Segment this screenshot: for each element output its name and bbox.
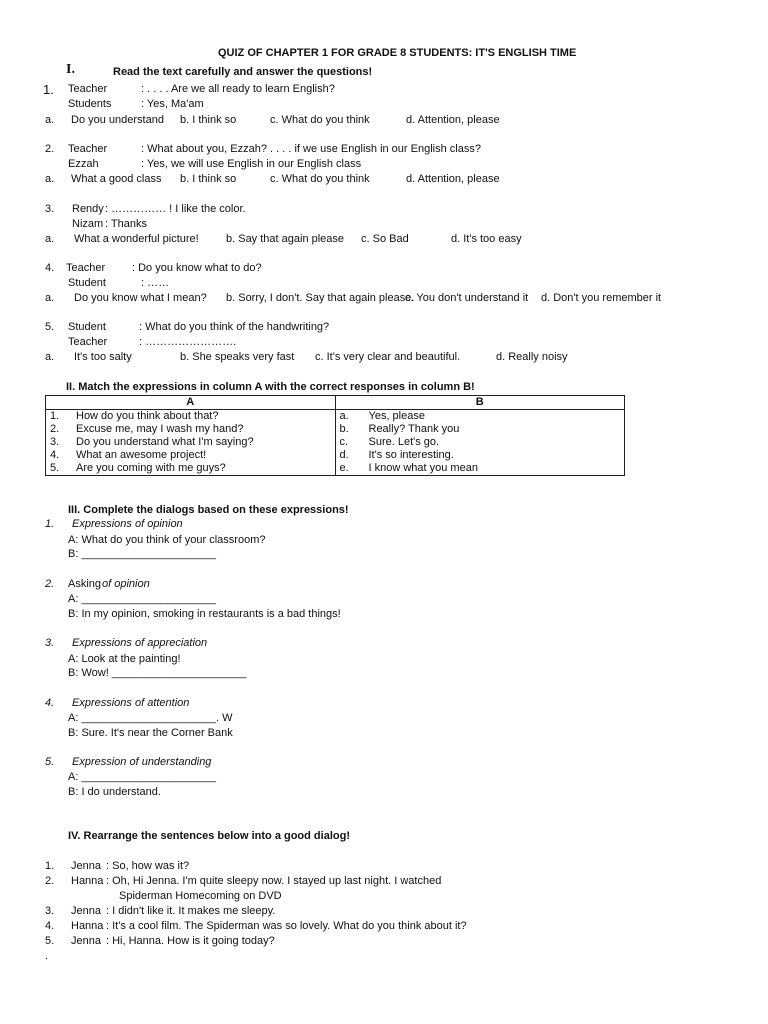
section-3-heading: III. Complete the dialogs based on these expressions! [68,504,349,516]
section-4-heading: IV. Rearrange the sentences below into a good dialog! [68,830,350,842]
section-2-heading: II. Match the expressions in column A with the correct responses in column B! [66,381,475,393]
option-c: c. What do you think [270,173,370,185]
item-number: 4. [45,697,55,709]
dialog-line: : What about you, Ezzah? . . . . if we use English in our English class? [141,143,481,155]
speaker: Teacher [68,83,108,95]
section-1-heading: Read the text carefully and answer the questions! [113,66,373,78]
speaker: Student [68,277,106,289]
speaker: Jenna [71,860,101,872]
list-item [50,423,331,436]
speaker: Teacher [66,262,106,274]
item-number: 5. [45,935,55,947]
dialog-line: : . . . . Are we all ready to learn English? [141,83,335,95]
dialog-line-b: B: Sure. It's near the Corner Bank [68,727,233,739]
option-c: c. It's very clear and beautiful. [315,351,461,363]
item-number: 1. [50,410,60,422]
item-text: Are you coming with me guys? [76,462,226,474]
option-a: Do you understand [71,114,164,126]
dialog-line-a: A: ______________________ [68,593,217,605]
option-letter: a. [45,351,55,363]
sentence: : Oh, Hi Jenna. I'm quite sleepy now. I stayed up last night. I watched [106,875,442,887]
column-b [335,410,625,476]
option-b: b. I think so [180,114,237,126]
expression-label: Expressions of appreciation [72,637,208,649]
item-number: 3. [45,905,55,917]
expression-label: of opinion [102,578,150,590]
dialog-line: : Yes, we will use English in our English class [141,158,362,170]
sentence: : So, how was it? [106,860,190,872]
option-b: b. Sorry, I don't. Say that again please. [226,292,415,304]
item-letter: d. [339,449,349,461]
list-item [340,423,621,436]
option-b: b. Say that again please [226,233,345,245]
option-d: d. Don't you remember it [541,292,662,304]
item-number: 3. [45,637,55,649]
item-text: Yes, please [368,410,425,422]
dialog-line-a: A: ______________________. W [68,712,233,724]
option-a: What a good class [71,173,162,185]
option-b: b. She speaks very fast [180,351,295,363]
item-text: How do you think about that? [76,410,219,422]
list-item [50,436,331,449]
item-text: Really? Thank you [368,423,460,435]
expression-label-prefix: Asking [68,578,102,590]
option-d: d. It's too easy [451,233,522,245]
speaker: Students [68,98,112,110]
item-letter: c. [339,436,349,448]
speaker: Jenna [71,905,101,917]
dialog-line: : Thanks [105,218,147,230]
column-a [46,410,336,476]
section-1-numeral: I. [66,62,75,77]
column-b-header: B [335,396,625,410]
item-letter: b. [339,423,349,435]
dialog-line: : Do you know what to do? [132,262,262,274]
option-d: d. Attention, please [406,173,500,185]
expression-label: Expressions of attention [72,697,190,709]
expression-label: Expressions of opinion [72,518,183,530]
sentence-continuation: Spiderman Homecoming on DVD [119,890,282,902]
item-number: 1. [45,860,55,872]
item-number: 5. [50,462,60,474]
dialog-line-a: A: ______________________ [68,771,217,783]
option-c: c. So Bad [361,233,409,245]
question-number: 4. [45,262,55,274]
list-item [50,449,331,462]
speaker: Teacher [68,336,108,348]
option-letter: a. [45,292,55,304]
dialog-line: : ……………………. [139,336,237,348]
item-letter: a. [339,410,349,422]
option-letter: a. [45,114,55,126]
dialog-line-b: B: In my opinion, smoking in restaurants is a bad things! [68,608,341,620]
dialog-line-b: B: Wow! ______________________ [68,667,247,679]
option-c: c. What do you think [270,114,370,126]
list-item [340,449,621,462]
speaker: Nizam [72,218,104,230]
list-item [340,410,621,423]
option-a: It's too salty [74,351,132,363]
sentence: : Hi, Hanna. How is it going today? [106,935,275,947]
option-d: d. Really noisy [496,351,568,363]
dialog-line: : …… [141,277,170,289]
question-number: 2. [45,143,55,155]
matching-table [45,395,625,476]
dialog-line-a: A: What do you think of your classroom? [68,534,266,546]
question-number: 3. [45,203,55,215]
speaker: Student [68,321,106,333]
quiz-title: QUIZ OF CHAPTER 1 FOR GRADE 8 STUDENTS: IT'S ENGLISH TIME [218,47,577,59]
item-number: 2. [50,423,60,435]
speaker: Hanna [71,920,104,932]
question-number: 1. [43,82,54,97]
dialog-line-a: A: Look at the painting! [68,653,181,665]
item-letter: e. [339,462,349,474]
item-number: 1. [45,518,55,530]
item-number: 2. [45,875,55,887]
dialog-line: : What do you think of the handwriting? [139,321,330,333]
option-b: b. I think so [180,173,237,185]
option-letter: a. [45,233,55,245]
speaker: Ezzah [68,158,99,170]
item-number: 2. [45,578,55,590]
list-item [50,410,331,423]
sentence: : I didn't like it. It makes me sleepy. [106,905,276,917]
item-text: Do you understand what I'm saying? [76,436,254,448]
item-number: 4. [45,920,55,932]
speaker: Jenna [71,935,101,947]
item-number: . [45,950,49,962]
option-letter: a. [45,173,55,185]
question-number: 5. [45,321,55,333]
item-text: Excuse me, may I wash my hand? [76,423,244,435]
item-text: Sure. Let's go. [368,436,440,448]
option-a: Do you know what I mean? [74,292,207,304]
item-number: 5. [45,756,55,768]
item-number: 3. [50,436,60,448]
item-number: 4. [50,449,60,461]
dialog-line: : …………… ! I like the color. [105,203,246,215]
option-a: What a wonderful picture! [74,233,199,245]
item-text: I know what you mean [368,462,478,474]
sentence: : It's a cool film. The Spiderman was so lovely. What do you think about it? [106,920,467,932]
item-text: It's so interesting. [368,449,454,461]
option-c: c. You don't understand it [405,292,529,304]
expression-label: Expression of understanding [72,756,212,768]
dialog-line-b: B: ______________________ [68,548,217,560]
list-item [50,462,331,475]
item-text: What an awesome project! [76,449,207,461]
speaker: Hanna [71,875,104,887]
list-item [340,436,621,449]
dialog-line: : Yes, Ma'am [141,98,204,110]
dialog-line-b: B: I do understand. [68,786,161,798]
list-item [340,462,621,475]
speaker: Teacher [68,143,108,155]
option-d: d. Attention, please [406,114,500,126]
column-a-header: A [46,396,336,410]
speaker: Rendy [72,203,104,215]
